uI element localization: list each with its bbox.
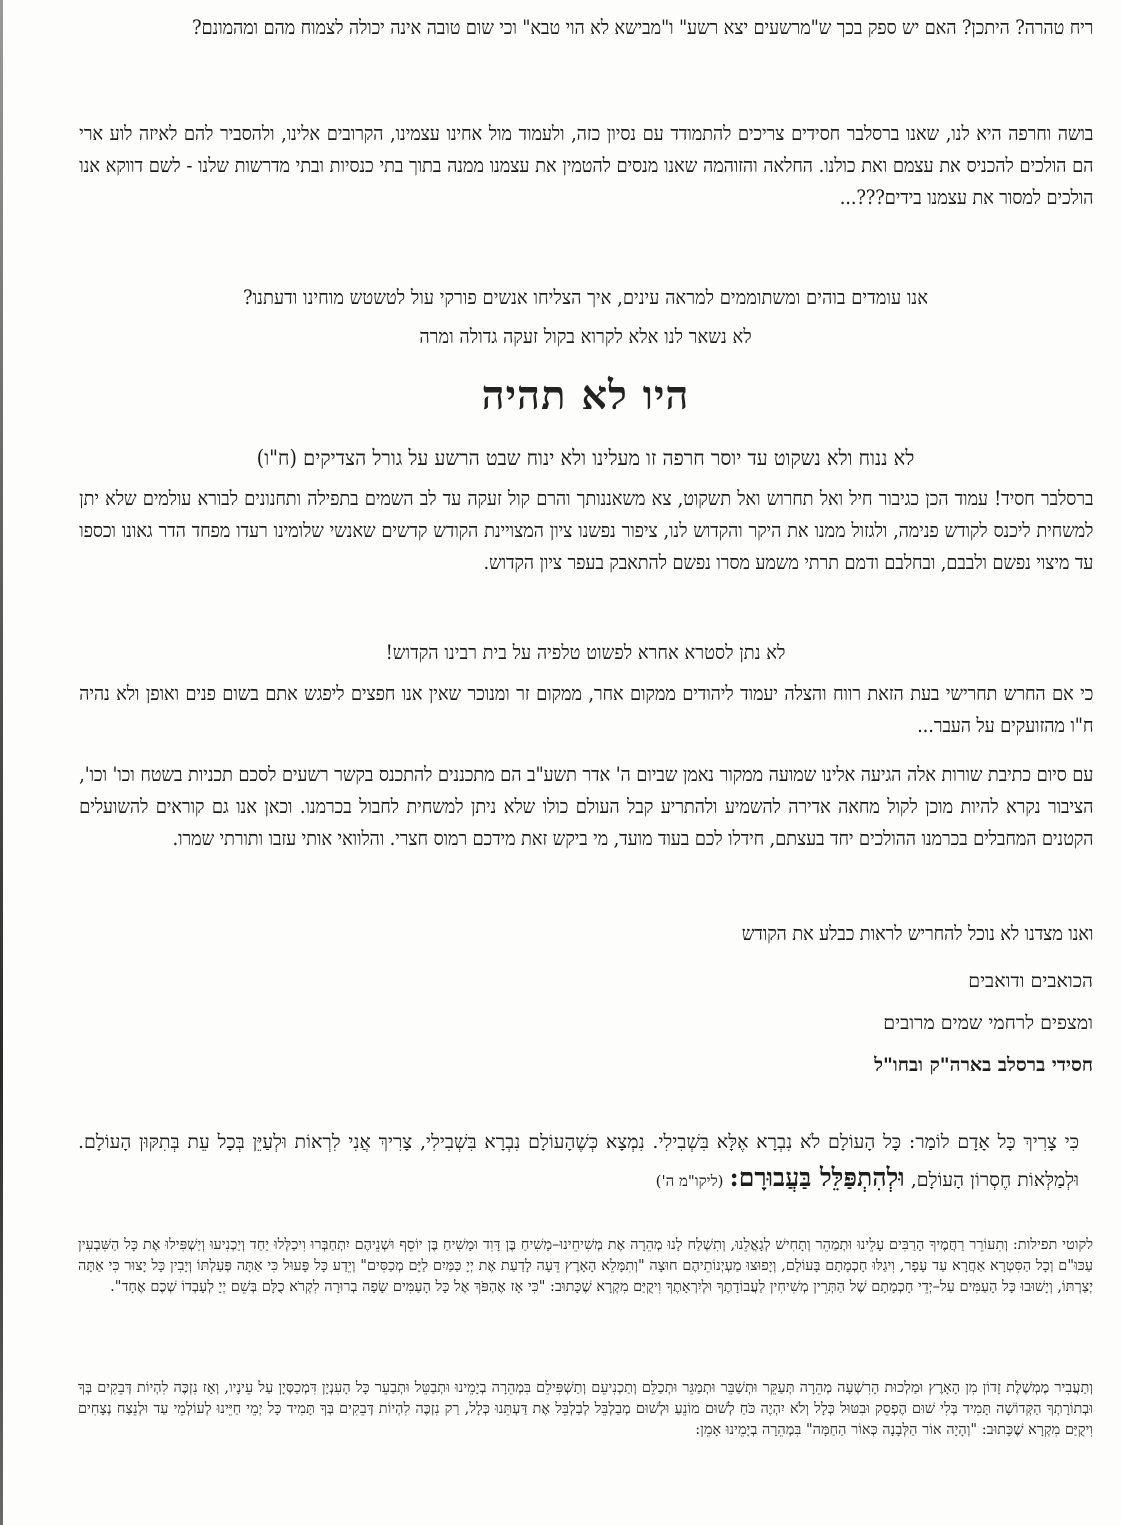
- signature-block: [78, 968, 1093, 1078]
- closing-line: ואנו מצדנו לא נוכל להחריש לראות כבלע את הקודש: [741, 922, 1093, 945]
- signature-line-2: ומצפים לרחמי שמים מרובים: [883, 1012, 1093, 1034]
- opening-paragraph: ריח טהרה? היתכן? האם יש ספק בכך ש"מרשעים יצא רשע" ו"מבישא לא הוי טבא" וכי שום טובה אינה יכולה לצמוח מהם ומהמונם?: [191, 16, 1094, 39]
- news-paragraph-block: [78, 759, 1093, 855]
- signature-line-3: חסידי ברסלב בארה"ק ובחו"ל: [874, 1054, 1093, 1076]
- quote-text: כִּי צָרִיךְ כָּל אָדָם לוֹמַר: כָּל הָעוֹלָם לֹא נִבְרָא אֶלָּא בִּשְׁבִילִי. נִמְצָא כְּשֶׁהָעוֹלָם נִבְרָא בִּשְׁבִילִי, צָרִיךְ אֲנִי לִרְאוֹת וּלְעַיֵּן בְּכָל עֵת בְּתִקּוּן הָעוֹלָם. וּלְמַלְּאוֹת חֶסְרוֹן הָעוֹלָם,: [78, 1131, 1080, 1191]
- scan-left-edge: [0, 0, 3, 1525]
- quote-emphasis: וּלְהִתְפַּלֵּל בַּעֲבוּרָם:: [729, 1163, 905, 1192]
- news-paragraph: עם סיום כתיבת שורות אלה הגיעה אלינו שמועה ממקור נאמן שביום ה' אדר תשע"ב הם מתכננים להתכנס בקשר רשעים לסכם תכניות בשטח וכו' וכו', הציבור נקרא להיות מוכן לקול מחאה אדירה להשמיע ולהתריע קבל העולם כולו שלא ניתן למשחית לחבול בכרמנו. וכאן אנו גם קוראים להשועלים הקטנים המחבלים בכרמנו ההולכים יחד בעצתם, חידלו לכם בעוד מועד, מי ביקש זאת מידכם רמוס חצרי. והלוואי אותי עזבו ותורתי שמרו.: [78, 763, 1093, 850]
- cry-out-line-block: [78, 322, 1093, 352]
- shame-paragraph: בושה וחרפה היא לנו, שאנו ברסלבר חסידים צריכים להתמודד עם נסיון כזה, ולעמוד מול אחינו עצמינו, הקרובים אלינו, ולהסביר להם לאיזה לוע ארי הם הולכים להכניס את עצמם ואת כולנו. החלאה והזוהמה שאנו מנסים להטמין את עצמנו ממנה בתוך בתי כנסיות ובתי מדרשות שלנו - לשם דווקא אנו הולכים למסור את עצמנו בידים???...: [78, 122, 1093, 209]
- relief-paragraph-block: [78, 678, 1093, 742]
- cry-out-line: לא נשאר לנו אלא לקרוא בקול זעקה גדולה ומרה: [419, 325, 752, 348]
- opening-paragraph-block: [78, 12, 1093, 44]
- exclaim-line-block: [78, 638, 1093, 668]
- call-paragraph-block: [78, 483, 1093, 579]
- astonished-line-block: [78, 283, 1093, 313]
- signature-line-1: הכואבים ודואבים: [968, 970, 1093, 992]
- subheadline-block: [78, 443, 1093, 473]
- call-paragraph: ברסלבר חסיד! עמוד הכן כגיבור חיל ואל תחרוש ואל תשקוט, צא משאננותך והרם קול זעקה עד לב השמים בתפילה ותחנונים לבורא עולמים שלא יתן למשחית ליכנס לקודש פנימה, ולגזול ממנו את היקר והקדוש לנו, ציפור נפשנו ציון המצויינת הקודש קדשים שאנשי שלומינו רעדו מפחד הדר גאונו וכספו עד מיצוי נפשם ולבבם, ובחלבם ודמם תרתי משמע מסרו נפשם להתאבק בעפר ציון הקדוש.: [78, 487, 1093, 574]
- prayer-1-block: [78, 1235, 1093, 1297]
- prayer-2-block: [78, 1378, 1093, 1440]
- subheadline: לא ננוח ולא נשקוט עד יוסר חרפה זו מעלינו ולא ינוח שבט הרשע על גורל הצדיקים (ח"ו): [256, 446, 915, 470]
- likutei-moharan-quote: [78, 1124, 1093, 1199]
- closing-line-block: [78, 918, 1093, 950]
- quote-source: (ליקו"מ ה'): [655, 1172, 724, 1190]
- relief-paragraph: כי אם החרש תחרישי בעת הזאת רווח והצלה יעמוד ליהודים ממקום אחר, ממקום זר ומנוכר שאין אנו חפצים ליפגש אתם בשום פנים ואופן ולא נהיה ח"ו מהזועקים על העבר...: [78, 682, 1093, 737]
- astonished-line: אנו עומדים בוהים ומשתוממים למראה עינים, איך הצליחו אנשים פורקי עול לטשטש מוחינו ודעתנו?: [242, 286, 929, 309]
- quote-block: [78, 1124, 1093, 1199]
- prayer-paragraph-1: לקוטי תפילות: וְתִעוֹרֵר רַחֲמֶיךָ הָרַבִּים עָלֵינוּ וּתְמַהֵר וְתָחִישׁ לְגָאֳלֵנוּ, וְתִשְׁלַח לָנוּ מְהֵרָה אֶת מְשִׁיחֵינוּ–מָשִׁיחַ בֶּן דָּוִד וּמָשִׁיחַ בֶּן יוֹסֵף וּשְׁנֵיהֶם יִתְחַבְּרוּ וִיכַלְּלוּ יַחַד וְיַכְנִיעוּ וְיַשְׁפִּילוּ אֶת כָּל הַשִּׁבְעִין עַכּוּ"ם וְכָל הַסִּטְרָא אַחֲרָא עַד עָפָר, וִיגַלּוּ חָכְמָתָם בָּעוֹלָם, וְיָפוּצוּ מַעְיְנוֹתֵיהֶם חוּצָה "וְתִמָּלֵא הָאָרֶץ דֵּעָה לָדַעַת אֶת יְיָ כַּמַּיִם לַיָּם מְכַסִּים" וְיֵדַע כָּל פָּעוּל כִּי אַתָּה פְּעַלְתּוֹ וְיָבִין כָּל יָצוּר כִּי אַתָּה יְצַרְתּוֹ, וְיָשׁוּבוּ כָּל הָעַמִּים עַל–יְדֵי חָכְמָתָם שֶׁל הַתְּרֵין מְשִׁיחִין לַעֲבוֹדָתֶךָ וּלְיִרְאָתֶךָ וִיקֻיַּם מִקְרָא שֶׁכָּתוּב: "כִּי אָז אֶהְפֹּךְ אֶל כָּל הָעַמִּים שָׂפָה בְרוּרָה לִקְרֹא כֻלָּם בְּשֵׁם יְיָ לְעָבְדוֹ שְׁכֶם אֶחָד".: [78, 1237, 1093, 1295]
- prayer-paragraph-2: וְתַעֲבִיר מֶמְשֶׁלֶת זָדוֹן מִן הָאָרֶץ וּמַלְכוּת הָרִשְׁעָה מְהֵרָה תְּעַקֵּר וּתְשַׁבֵּר וּתְמַגֵּר וּתְכַלֵּם וְתַכְנִיעֵם וְתַשְׁפִּילֵם בִּמְהֵרָה בְיָמֵינוּ וּתְבַטֵּל וּתְבַעֵר כָּל הָעִנְיָן דִּמְכַסְּיָן עַל עֵינָיו, וְאָז נִזְכֶּה לִהְיוֹת דְּבֵקִים בְּךָ וּבְתוֹרָתְךָ הַקְּדוֹשָׁה תָּמִיד בְּלִי שׁוּם הֶפְסֵק וּבִטּוּל כְּלָל וְלֹא יִהְיֶה כֹּחַ לְשׁוּם מוֹנֵעַ וּלְשׁוּם מְבַלְבֵּל לְבַלְבֵּל אֶת דַּעְתֵּנוּ כְּלָל, רַק נִזְכֶּה לִהְיוֹת דְּבֵקִים בְּךָ תָּמִיד כָּל יְמֵי חַיֵּינוּ לְעוֹלְמֵי עַד וּלְנֵצַח נְצָחִים וִיקֻיַּם מִקְרָא שֶׁכָּתוּב: "וְהָיָה אוֹר הַלְּבָנָה כְּאוֹר הַחַמָּה" בִּמְהֵרָה בְיָמֵינוּ אָמֵן:: [78, 1380, 1093, 1438]
- headline: היו לא תהיה: [481, 372, 690, 419]
- shame-paragraph-block: [78, 118, 1093, 214]
- exclaim-line: לא נתן לסטרא אחרא לפשוט טלפיה על בית רבינו הקדוש!: [385, 641, 786, 664]
- headline-block: [78, 372, 1093, 419]
